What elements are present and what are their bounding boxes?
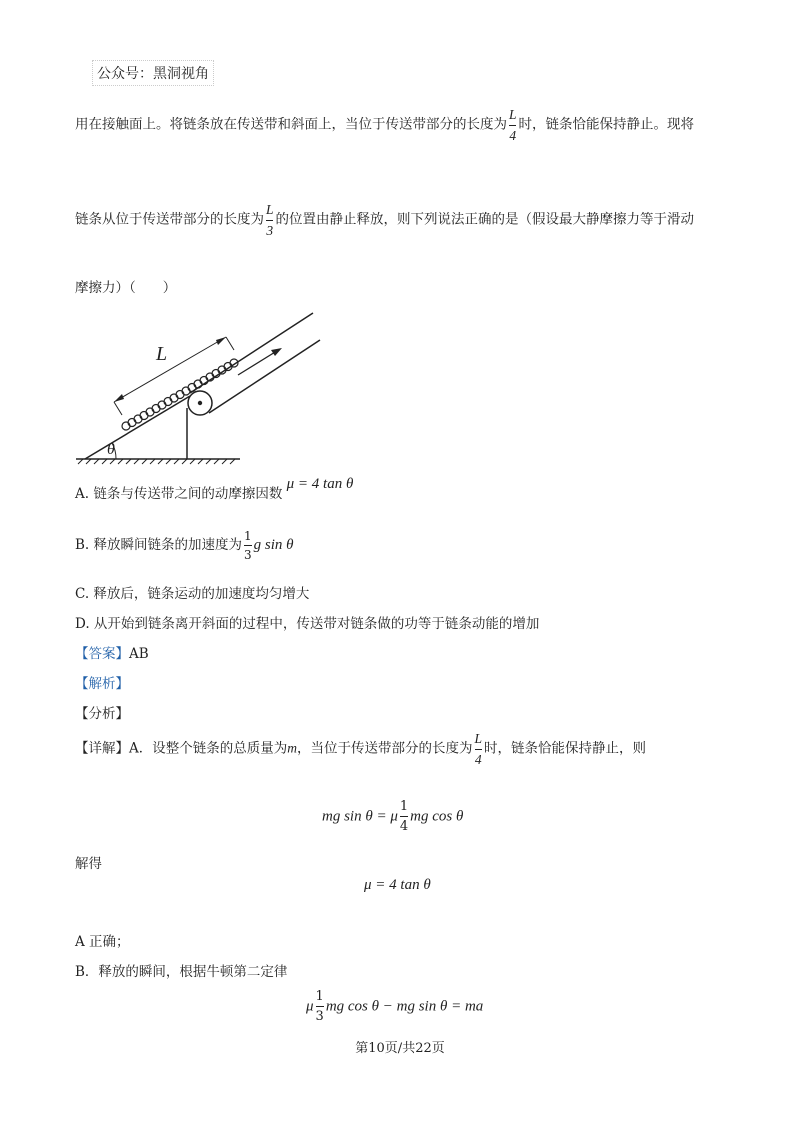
answer — [75, 642, 149, 662]
conveyor-belt-bottom — [209, 340, 320, 413]
equation-3: μ $\frac{1}{3}$ mg cos θ − mg sin θ = ma — [306, 989, 484, 1024]
fraction-l-over-4: $\frac{L}{4}$ — [509, 107, 517, 143]
watermark: 公众号：黑洞视角 — [92, 60, 214, 86]
question-line-3: 摩擦力）（ ） — [75, 280, 177, 296]
incline-surface — [85, 396, 190, 459]
option-b-text: B. 释放瞬间链条的加速度为 — [75, 537, 243, 553]
question-text: 时，链条恰能保持静止。现将 — [518, 116, 695, 133]
option-a — [75, 476, 354, 503]
detail-line — [75, 732, 646, 766]
option-b — [75, 530, 294, 561]
solve-label: 解得 — [75, 856, 102, 872]
option-a-text: A. 链条与传送带之间的动摩擦因数 — [75, 486, 283, 502]
fraction-l-over-4: $\frac{L}{4}$ — [474, 731, 483, 767]
question-line-2 — [75, 203, 694, 237]
label-theta: θ — [107, 441, 115, 458]
fenxi-label: 【分析】 — [75, 706, 129, 722]
answer-label: 【答案】 — [75, 646, 129, 662]
length-dimension-line — [114, 337, 226, 402]
label-L: L — [156, 343, 168, 365]
b-intro: B．释放的瞬间，根据牛顿第二定律 — [75, 964, 288, 980]
question-text: 链条从位于传送带部分的长度为 — [75, 211, 264, 228]
detail-text: 时，链条恰能保持静止，则 — [484, 740, 647, 757]
detail-text: ，当位于传送带部分的长度为 — [297, 740, 473, 757]
fraction-l-over-3: $\frac{L}{3}$ — [266, 202, 274, 238]
mass-symbol: m — [287, 740, 297, 756]
page-footer: 第10页/共22页 — [355, 1041, 445, 1056]
question-text: 的位置由静止释放，则下列说法正确的是（假设最大静摩擦力等于滑动 — [275, 211, 695, 228]
detail-label: 【详解】 — [75, 740, 129, 757]
analysis-label: 【解析】 — [75, 676, 129, 692]
fraction-1-over-3: $\frac{1}{3}$ — [244, 529, 252, 562]
option-b-formula: g sin θ — [253, 537, 294, 553]
incline-conveyor-diagram — [70, 300, 330, 470]
question-line-1 — [75, 108, 694, 142]
chain — [122, 359, 238, 430]
option-a-formula: μ = 4 tan θ — [286, 476, 354, 492]
option-d: D. 从开始到链条离开斜面的过程中，传送带对链条做的功等于链条动能的增加 — [75, 616, 540, 632]
detail-text: A．设整个链条的总质量为 — [129, 740, 288, 757]
a-correct: A 正确； — [75, 934, 130, 950]
option-c: C. 释放后，链条运动的加速度均匀增大 — [75, 586, 310, 602]
question-text: 用在接触面上。将链条放在传送带和斜面上，当位于传送带部分的长度为 — [75, 116, 507, 133]
equation-2: μ = 4 tan θ — [364, 877, 431, 893]
answer-value: AB — [129, 646, 149, 662]
equation-1: mg sin θ = μ $\frac{1}{4}$ mg cos θ — [322, 799, 464, 834]
